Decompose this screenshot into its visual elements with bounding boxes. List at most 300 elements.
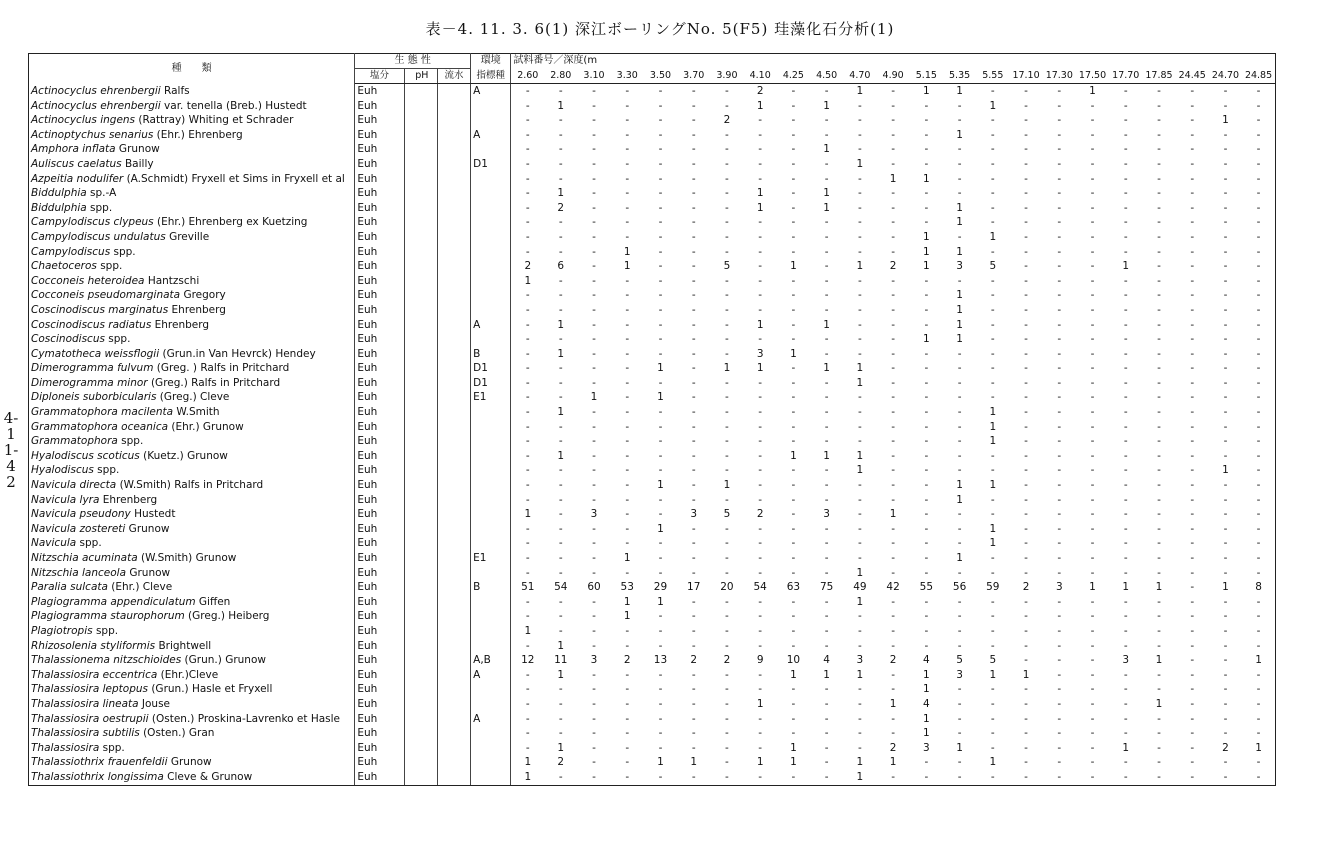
table-row	[29, 566, 1276, 581]
value-cell: -	[1090, 522, 1095, 535]
species-name	[29, 697, 355, 712]
value-cell: -	[891, 333, 896, 346]
value-cell: -	[525, 683, 530, 696]
value-cell: -	[1024, 333, 1028, 346]
value-cell: -	[558, 420, 563, 433]
value-cell: 13	[653, 654, 668, 667]
ph-cell	[404, 288, 437, 303]
value-cell: -	[824, 274, 829, 287]
value-cell: -	[592, 406, 596, 419]
value-cell: -	[691, 362, 696, 375]
value-cell: -	[957, 683, 962, 696]
value-cell: 1	[790, 741, 797, 754]
current-cell	[437, 332, 470, 347]
value-cell: -	[1242, 595, 1275, 610]
value-cell: -	[658, 172, 663, 185]
salinity-cell: Euh	[355, 390, 404, 405]
value-cell: -	[957, 610, 962, 623]
value-cell: 1	[923, 230, 930, 243]
value-cell: -	[1123, 230, 1128, 243]
value-cell: -	[691, 318, 696, 331]
value-cell: 1	[843, 770, 876, 785]
depth-header: 3.50	[644, 69, 677, 84]
ph-cell	[404, 347, 437, 362]
value-cell: -	[891, 595, 896, 608]
value-cell: -	[1190, 333, 1195, 346]
value-cell: -	[990, 289, 995, 302]
value-cell: -	[891, 289, 896, 302]
salinity-cell: Euh	[355, 288, 404, 303]
value-cell: -	[824, 245, 829, 258]
current-cell	[437, 390, 470, 405]
value-cell: -	[525, 566, 530, 579]
value-cell: 3	[590, 508, 598, 521]
value-cell: -	[1242, 215, 1275, 230]
species-name	[29, 551, 355, 566]
value-cell: -	[990, 85, 995, 97]
species-genus: Azpeitia nodulifer	[31, 172, 124, 185]
value-cell: 1	[511, 770, 544, 785]
species-author: spp.	[99, 741, 125, 754]
depth-header: 4.10	[744, 69, 777, 84]
value-cell: -	[1242, 566, 1275, 581]
value-cell: 1	[657, 595, 664, 608]
indicator-cell	[471, 682, 511, 697]
value-cell: -	[957, 157, 962, 170]
value-cell: -	[1157, 479, 1161, 492]
value-cell: -	[1057, 449, 1062, 462]
value-cell: -	[990, 274, 995, 287]
value-cell: -	[758, 624, 763, 637]
value-cell: 1	[623, 610, 631, 623]
species-author: Grunow	[126, 566, 171, 579]
indicator-cell	[471, 536, 511, 551]
value-cell: -	[1024, 406, 1028, 419]
value-cell: -	[658, 449, 663, 462]
salinity-cell: Euh	[355, 653, 404, 668]
value-cell: -	[691, 114, 696, 127]
value-cell: 1	[956, 128, 963, 141]
species-author: (Osten.) Proskina-Lavrenko et Hasle	[148, 712, 340, 725]
value-cell: -	[592, 216, 596, 229]
value-cell: 1	[557, 347, 565, 360]
value-cell: -	[658, 201, 663, 214]
indicator-cell: D1	[471, 376, 511, 391]
salinity-cell: Euh	[355, 595, 404, 610]
value-cell: 1	[923, 333, 930, 346]
species-genus: Actinocyclus ehrenbergii	[31, 84, 161, 97]
value-cell: -	[625, 420, 630, 433]
value-cell: -	[558, 552, 563, 564]
value-cell: -	[758, 435, 763, 448]
value-cell: 1	[524, 624, 532, 637]
value-cell: -	[1157, 712, 1161, 725]
value-cell: -	[990, 347, 995, 360]
value-cell: -	[990, 333, 995, 346]
depth-header: 3.90	[710, 69, 743, 84]
value-cell: -	[758, 420, 763, 433]
salinity-cell: Euh	[355, 536, 404, 551]
value-cell: -	[1157, 449, 1161, 462]
value-cell: -	[1090, 260, 1095, 273]
indicator-cell	[471, 215, 511, 230]
value-cell: 1	[889, 756, 897, 769]
value-cell: -	[725, 537, 729, 550]
value-cell: 1	[756, 99, 764, 112]
indicator-cell	[471, 288, 511, 303]
salinity-cell: Euh	[355, 318, 404, 333]
species-name	[29, 128, 355, 143]
value-cell: -	[725, 668, 729, 681]
value-cell: -	[1090, 479, 1095, 492]
ph-cell	[404, 536, 437, 551]
ph-cell	[404, 434, 437, 449]
value-cell: -	[592, 289, 596, 302]
value-cell: 3	[856, 654, 864, 667]
value-cell: -	[691, 493, 696, 506]
value-cell: -	[1157, 114, 1161, 127]
value-cell: -	[824, 406, 829, 419]
value-cell: -	[791, 157, 796, 170]
value-cell: -	[957, 376, 962, 389]
value-cell: -	[525, 668, 530, 681]
value-cell: -	[525, 610, 530, 623]
value-cell: -	[625, 741, 630, 754]
value-cell: -	[1024, 172, 1028, 185]
value-cell: -	[625, 435, 630, 448]
value-cell: -	[1157, 347, 1161, 360]
value-cell: -	[924, 362, 929, 375]
value-cell: -	[1157, 537, 1161, 550]
value-cell: -	[791, 318, 796, 331]
value-cell: 1	[756, 697, 764, 710]
value-cell: -	[1123, 639, 1128, 652]
value-cell: -	[891, 420, 896, 433]
species-genus: Coscinodiscus radiatus	[31, 318, 152, 331]
value-cell: -	[1242, 712, 1275, 727]
value-cell: -	[990, 493, 995, 506]
value-cell: -	[990, 464, 995, 477]
value-cell: 1	[856, 595, 864, 608]
value-cell: -	[525, 216, 530, 229]
species-name	[29, 609, 355, 624]
value-cell: -	[1123, 683, 1128, 696]
value-cell: -	[558, 464, 563, 477]
value-cell: -	[1123, 347, 1128, 360]
species-author: (Greg.) Heiberg	[184, 610, 270, 623]
ph-cell	[404, 493, 437, 508]
value-cell: -	[1024, 114, 1028, 127]
value-cell: 2	[723, 654, 731, 667]
value-cell: -	[558, 157, 563, 170]
value-cell: 1	[823, 99, 830, 112]
value-cell: -	[691, 391, 696, 404]
value-cell: 1	[823, 187, 830, 200]
value-cell: -	[592, 157, 596, 170]
value-cell: -	[957, 172, 962, 185]
value-cell: -	[558, 362, 563, 375]
value-cell: -	[525, 727, 530, 740]
current-cell	[437, 522, 470, 537]
value-cell: -	[1090, 187, 1095, 200]
value-cell: -	[1090, 537, 1095, 550]
value-cell: -	[857, 697, 862, 710]
depth-header: 17.70	[1109, 69, 1142, 84]
value-cell: -	[758, 727, 763, 740]
value-cell: -	[1242, 376, 1275, 391]
value-cell: -	[1057, 187, 1062, 200]
species-author: spp.	[110, 245, 136, 258]
value-cell: -	[758, 537, 763, 550]
depth-header: 2.80	[544, 69, 577, 84]
salinity-cell: Euh	[355, 259, 404, 274]
current-cell	[437, 449, 470, 464]
ph-cell	[404, 668, 437, 683]
value-cell: -	[1242, 113, 1275, 128]
species-author: Bailly	[121, 157, 154, 170]
value-cell: -	[924, 508, 929, 521]
current-cell	[437, 712, 470, 727]
value-cell: 1	[856, 566, 864, 579]
value-cell: -	[1123, 464, 1128, 477]
value-cell: -	[658, 639, 663, 652]
value-cell: -	[758, 289, 763, 302]
value-cell: -	[1157, 333, 1161, 346]
value-cell: 42	[886, 581, 900, 594]
species-author: Gregory	[180, 289, 226, 302]
species-author: Cleve & Grunow	[163, 770, 253, 783]
species-genus: Navicula zostereti	[31, 522, 126, 535]
value-cell: 12	[521, 654, 535, 667]
indicator-cell	[471, 303, 511, 318]
value-cell: -	[791, 230, 796, 243]
value-cell: -	[1024, 201, 1028, 214]
value-cell: -	[824, 537, 829, 550]
value-cell: 1	[657, 756, 664, 769]
value-cell: -	[1090, 639, 1095, 652]
value-cell: -	[1157, 391, 1161, 404]
value-cell: -	[525, 362, 530, 375]
value-cell: -	[957, 449, 962, 462]
value-cell: -	[1024, 260, 1028, 273]
species-author: Ehrenberg	[168, 303, 226, 316]
header-current: 流水	[437, 69, 470, 84]
value-cell: -	[1223, 347, 1228, 360]
value-cell: -	[1057, 230, 1062, 243]
species-name	[29, 595, 355, 610]
value-cell: -	[1024, 128, 1028, 141]
value-cell: -	[1057, 303, 1062, 316]
value-cell: -	[1190, 376, 1195, 389]
value-cell: -	[1242, 609, 1275, 624]
species-author: (A.Schmidt) Fryxell et Sims in Fryxell et al	[123, 172, 345, 185]
value-cell: -	[758, 668, 763, 681]
value-cell: -	[758, 493, 763, 506]
value-cell: -	[1190, 668, 1195, 681]
value-cell: -	[558, 595, 563, 608]
value-cell: -	[558, 333, 563, 346]
salinity-cell: Euh	[355, 755, 404, 770]
species-name	[29, 303, 355, 318]
value-cell: -	[1223, 201, 1228, 214]
ph-cell	[404, 390, 437, 405]
value-cell: -	[1190, 756, 1195, 769]
table-row	[29, 668, 1276, 683]
value-cell: -	[1024, 99, 1028, 112]
table-row	[29, 288, 1276, 303]
value-cell: -	[691, 537, 696, 550]
salinity-cell: Euh	[355, 361, 404, 376]
table-row	[29, 755, 1276, 770]
value-cell: -	[1123, 245, 1128, 258]
value-cell: -	[1057, 201, 1062, 214]
species-name	[29, 230, 355, 245]
species-author: Hantzschi	[144, 274, 200, 287]
value-cell: -	[592, 128, 596, 141]
indicator-cell	[471, 624, 511, 639]
value-cell: -	[791, 493, 796, 506]
species-author: spp.	[86, 201, 113, 214]
species-author: (Ehr.) Grunow	[168, 420, 244, 433]
value-cell: -	[891, 362, 896, 375]
value-cell: -	[1123, 391, 1128, 404]
value-cell: -	[924, 522, 929, 535]
value-cell: -	[791, 624, 796, 637]
value-cell: -	[990, 128, 995, 141]
value-cell: 1	[1122, 581, 1130, 594]
value-cell: -	[725, 683, 729, 696]
value-cell: -	[1242, 303, 1275, 318]
ph-cell	[404, 259, 437, 274]
table-row	[29, 142, 1276, 157]
value-cell: -	[1190, 362, 1195, 375]
table-row	[29, 172, 1276, 187]
value-cell: -	[625, 683, 630, 696]
value-cell: -	[824, 376, 829, 389]
species-name	[29, 653, 355, 668]
value-cell: -	[1242, 420, 1275, 435]
value-cell: -	[1057, 99, 1062, 112]
value-cell: -	[891, 727, 896, 740]
table-row	[29, 318, 1276, 333]
indicator-cell: A	[471, 128, 511, 143]
value-cell: -	[1090, 274, 1095, 287]
value-cell: -	[1123, 610, 1128, 623]
value-cell: -	[1242, 624, 1275, 639]
value-cell: -	[592, 347, 596, 360]
value-cell: -	[592, 552, 596, 564]
ph-cell	[404, 595, 437, 610]
value-cell: 2	[557, 756, 565, 769]
value-cell: 1	[790, 756, 797, 769]
value-cell: -	[891, 683, 896, 696]
value-cell: -	[990, 449, 995, 462]
value-cell: -	[558, 683, 563, 696]
value-cell: -	[758, 143, 763, 156]
salinity-cell: Euh	[355, 230, 404, 245]
value-cell: 6	[557, 260, 565, 273]
value-cell: -	[1190, 260, 1195, 273]
current-cell	[437, 99, 470, 114]
value-cell: -	[1242, 172, 1275, 187]
value-cell: -	[592, 493, 596, 506]
value-cell: -	[1223, 157, 1228, 170]
indicator-cell	[471, 201, 511, 216]
value-cell: -	[824, 566, 829, 579]
value-cell: 1	[524, 274, 532, 287]
value-cell: 1	[1222, 114, 1229, 127]
value-cell: -	[691, 406, 696, 419]
value-cell: -	[1024, 493, 1028, 506]
value-cell: -	[1123, 201, 1128, 214]
value-cell: -	[990, 245, 995, 258]
value-cell: 1	[956, 216, 963, 229]
value-cell: -	[592, 245, 596, 258]
value-cell: 1	[989, 537, 997, 550]
value-cell: -	[558, 128, 563, 141]
value-cell: -	[1024, 479, 1028, 492]
value-cell: -	[791, 245, 796, 258]
value-cell: -	[725, 245, 729, 258]
table-row	[29, 303, 1276, 318]
species-author: Greville	[165, 230, 210, 243]
value-cell: -	[1223, 537, 1228, 550]
value-cell: -	[625, 333, 630, 346]
value-cell: 1	[1122, 260, 1130, 273]
value-cell: -	[924, 610, 929, 623]
value-cell: 1	[1222, 581, 1229, 594]
species-genus: Nitzschia acuminata	[31, 552, 138, 564]
value-cell: -	[957, 230, 962, 243]
value-cell: 2	[756, 85, 764, 97]
value-cell: -	[791, 289, 796, 302]
value-cell: -	[1157, 464, 1161, 477]
value-cell: -	[857, 493, 862, 506]
value-cell: -	[1123, 333, 1128, 346]
species-author: spp.	[92, 624, 119, 637]
value-cell: -	[924, 114, 929, 127]
value-cell: 49	[853, 581, 867, 594]
value-cell: 1	[923, 172, 930, 185]
value-cell: -	[857, 420, 862, 433]
header-environment: 環境	[471, 54, 511, 69]
value-cell: -	[891, 216, 896, 229]
current-cell	[437, 536, 470, 551]
value-cell: -	[990, 114, 995, 127]
value-cell: -	[625, 522, 630, 535]
salinity-cell: Euh	[355, 639, 404, 654]
salinity-cell: Euh	[355, 420, 404, 435]
table-row	[29, 726, 1276, 741]
value-cell: 1	[889, 697, 897, 710]
value-cell: -	[976, 770, 1009, 785]
current-cell	[437, 624, 470, 639]
value-cell: 1	[790, 347, 797, 360]
current-cell	[437, 566, 470, 581]
species-name	[29, 376, 355, 391]
value-cell: -	[558, 697, 563, 710]
value-cell: -	[592, 333, 596, 346]
value-cell: -	[1242, 332, 1275, 347]
value-cell: -	[791, 712, 796, 725]
table-row	[29, 259, 1276, 274]
value-cell: -	[1057, 639, 1062, 652]
value-cell: -	[525, 741, 530, 754]
table-row	[29, 624, 1276, 639]
species-genus: Plagiogramma staurophorum	[31, 610, 185, 623]
value-cell: -	[1123, 128, 1128, 141]
value-cell: -	[1090, 741, 1095, 754]
